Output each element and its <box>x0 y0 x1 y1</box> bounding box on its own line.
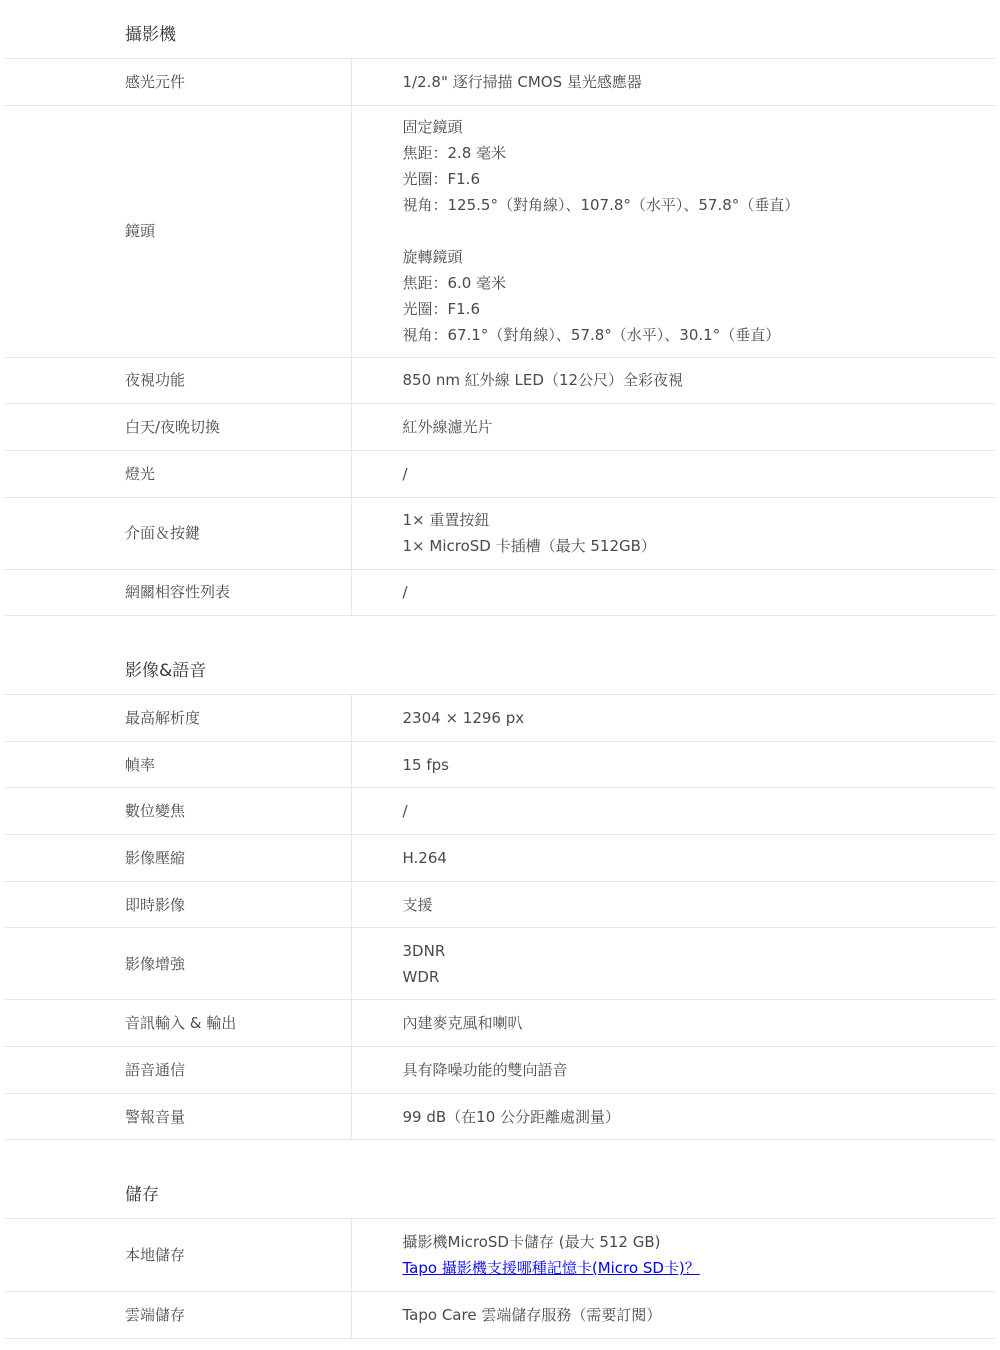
spec-value: 2304 × 1296 px <box>402 708 525 727</box>
section-title-storage: 儲存 <box>5 1160 995 1219</box>
spec-sheet <box>5 0 995 1339</box>
table-row <box>5 835 995 882</box>
spec-label: 白天/夜晚切換 <box>5 403 351 450</box>
table-row <box>5 497 995 569</box>
spec-value: 紅外線濾光片 <box>402 417 493 436</box>
section-title-camera: 攝影機 <box>5 0 995 59</box>
table-row <box>5 1000 995 1047</box>
spec-value: 光圈：F1.6 <box>402 170 480 188</box>
spec-value: 1× 重置按鈕 <box>402 511 490 529</box>
line-spacer <box>403 218 996 244</box>
table-row <box>5 403 995 450</box>
spec-value: 1× MicroSD 卡插槽（最大 512GB） <box>402 537 656 555</box>
spec-value: 焦距：6.0 毫米 <box>402 274 507 292</box>
spec-label: 即時影像 <box>5 882 351 928</box>
spec-label: 感光元件 <box>5 59 351 105</box>
spec-value: / <box>402 464 408 483</box>
spec-value: WDR <box>402 967 440 986</box>
section-title-video-audio: 影像&語音 <box>5 636 995 695</box>
spec-value: 焦距：2.8 毫米 <box>402 144 507 162</box>
spec-value: 旋轉鏡頭 <box>402 248 463 266</box>
table-row <box>5 59 995 105</box>
spec-table-storage <box>5 1219 995 1339</box>
spec-value: 99 dB（在10 公分距離處測量） <box>402 1107 621 1126</box>
table-row <box>5 450 995 497</box>
sd-card-support-link[interactable]: Tapo 攝影機支援哪種記憶卡(Micro SD卡)？ <box>402 1258 700 1277</box>
spec-label: 最高解析度 <box>5 695 351 742</box>
table-row <box>5 928 995 1000</box>
spec-table-video-audio <box>5 695 995 1141</box>
section-gap <box>5 616 995 636</box>
spec-value: 攝影機MicroSD卡儲存 (最大 512 GB) <box>402 1232 661 1251</box>
spec-label: 燈光 <box>5 450 351 497</box>
spec-label: 網關相容性列表 <box>5 569 351 615</box>
spec-label: 數位變焦 <box>5 788 351 835</box>
spec-table-camera <box>5 59 995 616</box>
table-row <box>5 1219 995 1291</box>
spec-label: 雲端儲存 <box>5 1291 351 1338</box>
spec-label: 語音通信 <box>5 1047 351 1094</box>
spec-value: 3DNR <box>402 941 446 960</box>
table-row <box>5 1291 995 1338</box>
spec-value: 固定鏡頭 <box>402 118 463 136</box>
spec-label: 鏡頭 <box>5 105 351 357</box>
spec-value: H.264 <box>402 849 447 867</box>
table-row <box>5 742 995 788</box>
spec-value: 視角：67.1°（對角線）、57.8°（水平）、30.1°（垂直） <box>402 326 781 344</box>
spec-value: 1/2.8" 逐行掃描 CMOS 星光感應器 <box>402 72 642 91</box>
spec-value: / <box>402 583 408 601</box>
table-row <box>5 105 995 357</box>
spec-label: 音訊輸入 & 輸出 <box>5 1000 351 1047</box>
spec-value: 光圈：F1.6 <box>402 300 480 318</box>
spec-value: 具有降噪功能的雙向語音 <box>402 1061 568 1079</box>
table-row <box>5 788 995 835</box>
spec-value: / <box>402 802 408 820</box>
table-row <box>5 1047 995 1094</box>
spec-label: 本地儲存 <box>5 1219 351 1291</box>
section-gap <box>5 1140 995 1160</box>
spec-value: 15 fps <box>402 755 449 774</box>
spec-label: 影像壓縮 <box>5 835 351 882</box>
table-row <box>5 882 995 928</box>
spec-value: 支援 <box>402 895 433 914</box>
table-row <box>5 569 995 615</box>
spec-value: Tapo Care 雲端儲存服務（需要訂閱） <box>402 1305 662 1324</box>
spec-label: 介面＆按鍵 <box>5 497 351 569</box>
spec-label: 警報音量 <box>5 1094 351 1140</box>
spec-label: 夜視功能 <box>5 357 351 403</box>
table-row <box>5 1094 995 1140</box>
table-row <box>5 695 995 742</box>
spec-value: 內建麥克風和喇叭 <box>402 1014 523 1032</box>
spec-label: 幀率 <box>5 742 351 788</box>
spec-label: 影像增強 <box>5 928 351 1000</box>
spec-value: 850 nm 紅外線 LED（12公尺）全彩夜視 <box>402 371 684 389</box>
table-row <box>5 357 995 403</box>
spec-value: 視角：125.5°（對角線）、107.8°（水平）、57.8°（垂直） <box>402 196 800 214</box>
